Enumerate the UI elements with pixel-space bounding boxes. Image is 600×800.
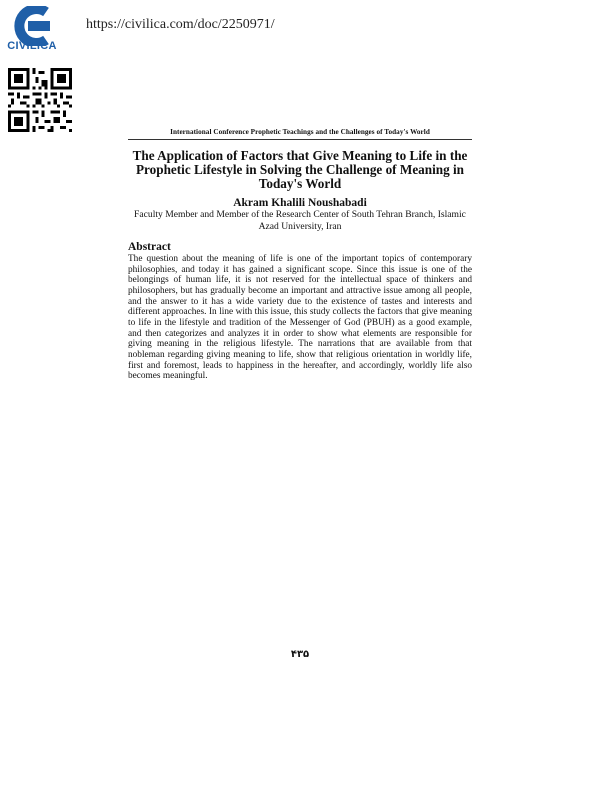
- paper-title: The Application of Factors that Give Meaning to Life in the Prophetic Lifestyle in Solving the Challenge of Meaning in Today's World: [132, 148, 468, 191]
- conference-header: International Conference Prophetic Teachings and the Challenges of Today's World: [170, 128, 430, 136]
- header-divider: [128, 139, 472, 140]
- logo-text: CIVILICA: [7, 40, 57, 52]
- document-url[interactable]: https://civilica.com/doc/2250971/: [86, 17, 275, 32]
- author-name: Akram Khalili Noushabadi: [233, 197, 367, 209]
- abstract-heading: Abstract: [128, 241, 171, 253]
- qr-code-icon: [8, 68, 72, 132]
- author-affiliation: Faculty Member and Member of the Research Center of South Tehran Branch, Islamic Azad University, Iran: [134, 209, 466, 232]
- abstract-body: The question about the meaning of life is one of the important topics of contemporary philosophies, and today it has gained a significant scope. Since this issue is one of the belongings of human life, it is not reserved for the intellectual space of thinkers and philosophers, but has gradually become an important and attractive issue among all people, and the answer to it has a wide variety due to the existence of tastes and interests and different approaches. In line with this issue, this study collects the factors that give meaning to life in the lifestyle and tradition of the Messenger of God (PBUH) as a good example, and then categorizes and analyzes it in order to show what elements are responsible for giving meaning in the religious lifestyle. The narrations that are available from that nobleman regarding giving meaning to life, show that religious orientation in worldly life, first and foremost, leads to happiness in the hereafter, and accordingly, worldly life also becomes meaningful.: [128, 254, 472, 382]
- page-number: ۴۳۵: [290, 649, 310, 660]
